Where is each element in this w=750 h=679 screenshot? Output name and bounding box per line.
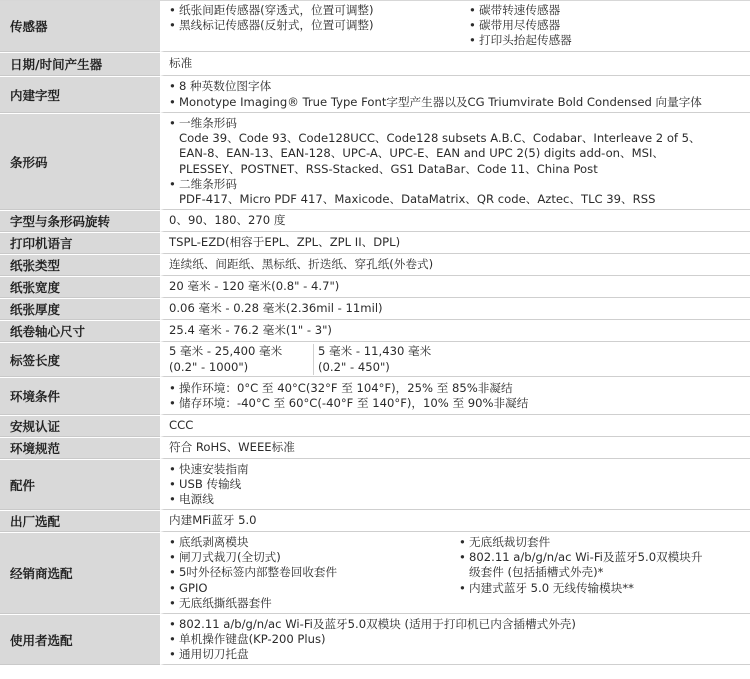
row-value: 20 毫米 - 120 毫米(0.8" - 4.7") xyxy=(160,277,750,298)
row-dealer-option xyxy=(0,533,750,615)
length-range-inch: (0.2" - 450") xyxy=(318,359,390,374)
barcode-line: Code 39、Code 93、Code128UCC、Code128 subsets A.B.C、Codabar、Interleave 2 of 5、 xyxy=(179,131,701,146)
row-label: 安规认证 xyxy=(0,416,160,437)
list-item: 5吋外径标签内部整卷回收套件 xyxy=(179,565,338,580)
list-item: 无底纸撕纸器套件 xyxy=(179,595,272,610)
row-value: 符合 RoHS、WEEE标准 xyxy=(160,438,750,459)
row-label: 条形码 xyxy=(0,114,160,210)
row-value: 25.4 毫米 - 76.2 毫米(1" - 3") xyxy=(160,321,750,342)
list-item: 闸刀式裁刀(全切式) xyxy=(179,550,281,565)
row-media-width xyxy=(0,277,750,299)
row-label: 出厂选配 xyxy=(0,511,160,532)
row-value: • 操作环境：0°C 至 40°C(32°F 至 104°F)，25% 至 85%非凝结 • 储存环境：-40°C 至 60°C(-40°F 至 140°F)，10% 至 90%非凝结 xyxy=(160,378,750,415)
row-value: • 一维条形码 Code 39、Code 93、Code128UCC、Code128 subsets A.B.C、Codabar、Interleave 2 of 5、 EAN-8、EAN-13、EAN-128、UPC-A、UPC-E、EAN and UPC 2(5) digits add-on、MSI、 PLESSEY、POSTNET、RSS-Stacked、GS1 DataBar、Code 11、China Post • 二维条形码 PDF-417、Micro PDF 417、Maxicode、DataMatrix、QR code、Aztec、TLC 39、RSS xyxy=(160,114,750,210)
row-label-length xyxy=(0,343,750,378)
row-value: 内建MFi蓝牙 5.0 xyxy=(160,511,750,532)
list-item: 碳带转速传感器 xyxy=(479,3,561,17)
length-range: 5 毫米 - 11,430 毫米 xyxy=(318,344,432,359)
list-item: 内建式蓝牙 5.0 无线传输模块** xyxy=(469,580,634,595)
list-item: 底纸剥离模块 xyxy=(179,535,249,549)
row-label: 经销商选配 xyxy=(0,533,160,614)
row-value: • 快速安装指南 • USB 传输线 • 电源线 xyxy=(160,460,750,510)
list-item: 黑线标记传感器(反射式，位置可调整) xyxy=(179,18,374,33)
row-label: 纸张类型 xyxy=(0,255,160,276)
row-sensor xyxy=(0,1,750,53)
list-item: 打印头抬起传感器 xyxy=(479,33,572,48)
row-label: 配件 xyxy=(0,460,160,510)
row-value: 标准 xyxy=(160,53,750,76)
row-value: • 底纸剥离模块 • 闸刀式裁刀(全切式) • 5吋外径标签内部整卷回收套件 • GPIO • 无底纸撕纸器套件 • 无底纸裁切套件 • 802.11 a/b/g/n/ac Wi-Fi及蓝牙5.0双模块升 级套件 (包括插槽式外壳)* • 内建式蓝牙 5.0 无线传输模块** xyxy=(160,533,750,614)
barcode-line: EAN-8、EAN-13、EAN-128、UPC-A、UPC-E、EAN and UPC 2(5) digits add-on、MSI、 xyxy=(179,146,664,161)
row-value: • 纸张间距传感器(穿透式，位置可调整) • 黑线标记传感器(反射式，位置可调整) • 碳带转速传感器 • 碳带用尽传感器 • 打印头抬起传感器 xyxy=(160,1,750,52)
list-item: USB 传输线 xyxy=(179,476,242,491)
row-label: 纸张厚度 xyxy=(0,299,160,320)
list-item: 储存环境：-40°C 至 60°C(-40°F 至 140°F)，10% 至 90%非凝结 xyxy=(179,396,529,410)
list-item: 8 种英数位图字体 xyxy=(179,79,272,94)
row-value xyxy=(160,343,750,377)
row-label: 字型与条形码旋转 xyxy=(0,211,160,232)
row-media-type xyxy=(0,255,750,277)
row-barcode xyxy=(0,114,750,211)
barcode-line: PDF-417、Micro PDF 417、Maxicode、DataMatrix、QR code、Aztec、TLC 39、RSS xyxy=(179,191,656,206)
row-value: 0.06 毫米 - 0.28 毫米(2.36mil - 11mil) xyxy=(160,299,750,320)
list-item: 无底纸裁切套件 xyxy=(469,535,551,549)
row-label: 打印机语言 xyxy=(0,233,160,254)
row-label: 环境条件 xyxy=(0,378,160,415)
row-label: 内建字型 xyxy=(0,77,160,113)
row-label: 纸张宽度 xyxy=(0,277,160,298)
row-value: CCC xyxy=(160,416,750,437)
row-environment xyxy=(0,378,750,416)
row-core xyxy=(0,321,750,343)
list-item: 纸张间距传感器(穿透式，位置可调整) xyxy=(179,3,374,17)
row-factory-option xyxy=(0,511,750,533)
list-heading: 二维条形码 xyxy=(179,176,237,191)
row-value: 0、90、180、270 度 xyxy=(160,211,750,232)
list-item: Monotype Imaging® True Type Font字型产生器以及CG Triumvirate Bold Condensed 向量字体 xyxy=(179,94,702,109)
row-language xyxy=(0,233,750,255)
length-range: 5 毫米 - 25,400 毫米 xyxy=(169,344,283,359)
row-user-option xyxy=(0,615,750,666)
row-label: 环境规范 xyxy=(0,438,160,459)
row-value: • 802.11 a/b/g/n/ac Wi-Fi及蓝牙5.0双模块 (适用于打印机已内含插槽式外壳) • 单机操作键盘(KP-200 Plus) • 通用切刀托盘 xyxy=(160,615,750,665)
list-item-continued: 级套件 (包括插槽式外壳)* xyxy=(469,565,604,580)
row-safety xyxy=(0,416,750,438)
row-rtc xyxy=(0,53,750,77)
row-label: 日期/时间产生器 xyxy=(0,53,160,76)
list-item: 快速安装指南 xyxy=(179,461,249,476)
list-item: 通用切刀托盘 xyxy=(179,647,249,662)
row-fonts xyxy=(0,77,750,114)
list-item: 802.11 a/b/g/n/ac Wi-Fi及蓝牙5.0双模块 (适用于打印机已内含插槽式外壳) xyxy=(179,616,576,631)
row-label: 使用者选配 xyxy=(0,615,160,665)
list-item: 操作环境：0°C 至 40°C(32°F 至 104°F)，25% 至 85%非凝结 xyxy=(179,380,513,395)
length-range-inch: (0.2" - 1000") xyxy=(169,359,249,374)
row-rotation xyxy=(0,211,750,233)
row-accessories xyxy=(0,460,750,511)
list-item: GPIO xyxy=(179,580,208,595)
barcode-line: PLESSEY、POSTNET、RSS-Stacked、GS1 DataBar、Code 11、China Post xyxy=(179,161,598,176)
row-media-thickness xyxy=(0,299,750,321)
row-label: 传感器 xyxy=(0,1,160,52)
row-value: TSPL-EZD(相容于EPL、ZPL、ZPL II、DPL) xyxy=(160,233,750,254)
row-value: 连续纸、间距纸、黑标纸、折迭纸、穿孔纸(外卷式) xyxy=(160,255,750,276)
row-env-regulation xyxy=(0,438,750,460)
list-item: 电源线 xyxy=(179,492,214,507)
row-value: • 8 种英数位图字体 • Monotype Imaging® True Type Font字型产生器以及CG Triumvirate Bold Condensed 向量字体 xyxy=(160,77,750,113)
row-label: 纸卷轴心尺寸 xyxy=(0,321,160,342)
row-label: 标签长度 xyxy=(0,343,160,377)
list-item: 单机操作键盘(KP-200 Plus) xyxy=(179,631,326,646)
list-item: 802.11 a/b/g/n/ac Wi-Fi及蓝牙5.0双模块升 xyxy=(469,550,703,565)
list-heading: 一维条形码 xyxy=(179,115,237,130)
list-item: 碳带用尽传感器 xyxy=(479,18,561,33)
